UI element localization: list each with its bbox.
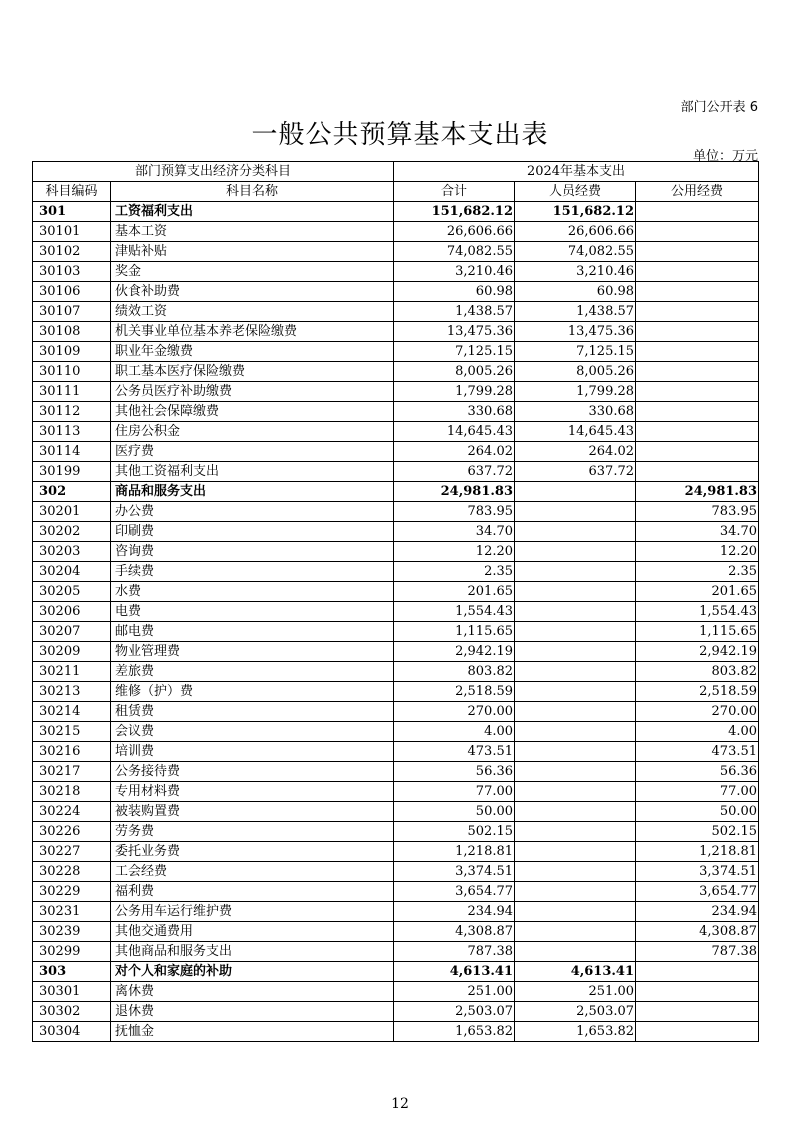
- table-row: [33, 642, 759, 662]
- cell-total: 473.51: [394, 742, 515, 762]
- cell-public: [636, 442, 759, 462]
- cell-total: 1,438.57: [394, 302, 515, 322]
- cell-personnel: [515, 542, 636, 562]
- cell-code: 30114: [33, 442, 111, 462]
- cell-code: 30101: [33, 222, 111, 242]
- group-header-basic-expenditure: 2024年基本支出: [394, 162, 759, 182]
- cell-total: 1,554.43: [394, 602, 515, 622]
- cell-name: 手续费: [111, 562, 394, 582]
- cell-name: 公务员医疗补助缴费: [111, 382, 394, 402]
- cell-name: 培训费: [111, 742, 394, 762]
- cell-personnel: [515, 562, 636, 582]
- cell-public: [636, 362, 759, 382]
- cell-name: 福利费: [111, 882, 394, 902]
- cell-code: 30299: [33, 942, 111, 962]
- cell-name: 职业年金缴费: [111, 342, 394, 362]
- cell-public: 234.94: [636, 902, 759, 922]
- cell-personnel: [515, 902, 636, 922]
- cell-name: 邮电费: [111, 622, 394, 642]
- cell-public: [636, 962, 759, 982]
- table-row: [33, 822, 759, 842]
- table-row: [33, 522, 759, 542]
- cell-total: 13,475.36: [394, 322, 515, 342]
- cell-public: [636, 202, 759, 222]
- cell-name: 津贴补贴: [111, 242, 394, 262]
- cell-personnel: 1,653.82: [515, 1022, 636, 1042]
- cell-code: 30107: [33, 302, 111, 322]
- cell-public: [636, 302, 759, 322]
- cell-total: 74,082.55: [394, 242, 515, 262]
- table-row: [33, 802, 759, 822]
- cell-public: [636, 322, 759, 342]
- cell-public: 3,374.51: [636, 862, 759, 882]
- cell-total: 330.68: [394, 402, 515, 422]
- cell-total: 787.38: [394, 942, 515, 962]
- cell-code: 30106: [33, 282, 111, 302]
- table-row: [33, 482, 759, 502]
- cell-name: 基本工资: [111, 222, 394, 242]
- cell-personnel: 1,438.57: [515, 302, 636, 322]
- cell-public: 1,554.43: [636, 602, 759, 622]
- cell-code: 30102: [33, 242, 111, 262]
- cell-personnel: [515, 842, 636, 862]
- cell-code: 30216: [33, 742, 111, 762]
- cell-code: 30215: [33, 722, 111, 742]
- cell-public: 24,981.83: [636, 482, 759, 502]
- cell-code: 30201: [33, 502, 111, 522]
- cell-personnel: 26,606.66: [515, 222, 636, 242]
- cell-total: 2,942.19: [394, 642, 515, 662]
- table-row: [33, 742, 759, 762]
- cell-total: 1,799.28: [394, 382, 515, 402]
- table-row: [33, 402, 759, 422]
- cell-code: 30111: [33, 382, 111, 402]
- table-row: [33, 342, 759, 362]
- cell-total: 3,374.51: [394, 862, 515, 882]
- cell-public: 3,654.77: [636, 882, 759, 902]
- cell-total: 264.02: [394, 442, 515, 462]
- cell-code: 302: [33, 482, 111, 502]
- cell-personnel: 1,799.28: [515, 382, 636, 402]
- cell-total: 2,503.07: [394, 1002, 515, 1022]
- cell-personnel: [515, 682, 636, 702]
- cell-total: 3,654.77: [394, 882, 515, 902]
- cell-code: 30205: [33, 582, 111, 602]
- cell-public: 473.51: [636, 742, 759, 762]
- table-row: [33, 302, 759, 322]
- cell-total: 77.00: [394, 782, 515, 802]
- cell-total: 151,682.12: [394, 202, 515, 222]
- cell-personnel: 8,005.26: [515, 362, 636, 382]
- cell-public: [636, 1022, 759, 1042]
- cell-name: 专用材料费: [111, 782, 394, 802]
- cell-total: 251.00: [394, 982, 515, 1002]
- cell-total: 2.35: [394, 562, 515, 582]
- cell-name: 退休费: [111, 1002, 394, 1022]
- cell-personnel: 13,475.36: [515, 322, 636, 342]
- cell-total: 14,645.43: [394, 422, 515, 442]
- cell-public: 787.38: [636, 942, 759, 962]
- table-row: [33, 1002, 759, 1022]
- cell-total: 56.36: [394, 762, 515, 782]
- cell-total: 24,981.83: [394, 482, 515, 502]
- cell-public: 1,115.65: [636, 622, 759, 642]
- cell-personnel: [515, 702, 636, 722]
- cell-personnel: 4,613.41: [515, 962, 636, 982]
- cell-code: 30214: [33, 702, 111, 722]
- cell-code: 30301: [33, 982, 111, 1002]
- cell-personnel: 74,082.55: [515, 242, 636, 262]
- cell-total: 1,653.82: [394, 1022, 515, 1042]
- cell-name: 其他工资福利支出: [111, 462, 394, 482]
- column-header-code: 科目编码: [33, 182, 111, 202]
- cell-total: 502.15: [394, 822, 515, 842]
- cell-total: 50.00: [394, 802, 515, 822]
- cell-personnel: [515, 722, 636, 742]
- cell-personnel: 7,125.15: [515, 342, 636, 362]
- cell-code: 30110: [33, 362, 111, 382]
- cell-name: 工会经费: [111, 862, 394, 882]
- column-header-public: 公用经费: [636, 182, 759, 202]
- cell-total: 4.00: [394, 722, 515, 742]
- cell-code: 30302: [33, 1002, 111, 1022]
- table-row: [33, 322, 759, 342]
- cell-total: 637.72: [394, 462, 515, 482]
- cell-code: 30204: [33, 562, 111, 582]
- table-row: [33, 842, 759, 862]
- cell-total: 234.94: [394, 902, 515, 922]
- cell-personnel: 251.00: [515, 982, 636, 1002]
- cell-personnel: 264.02: [515, 442, 636, 462]
- cell-public: [636, 222, 759, 242]
- cell-personnel: [515, 782, 636, 802]
- cell-name: 电费: [111, 602, 394, 622]
- cell-name: 职工基本医疗保险缴费: [111, 362, 394, 382]
- page-number: 12: [391, 1096, 409, 1112]
- table-row: [33, 722, 759, 742]
- cell-total: 270.00: [394, 702, 515, 722]
- cell-total: 1,115.65: [394, 622, 515, 642]
- table-row: [33, 682, 759, 702]
- cell-public: 2,942.19: [636, 642, 759, 662]
- cell-public: 50.00: [636, 802, 759, 822]
- cell-name: 差旅费: [111, 662, 394, 682]
- cell-public: 783.95: [636, 502, 759, 522]
- cell-personnel: [515, 762, 636, 782]
- cell-name: 绩效工资: [111, 302, 394, 322]
- cell-name: 水费: [111, 582, 394, 602]
- column-header-personnel: 人员经费: [515, 182, 636, 202]
- cell-public: 4,308.87: [636, 922, 759, 942]
- table-row: [33, 242, 759, 262]
- cell-name: 伙食补助费: [111, 282, 394, 302]
- cell-name: 维修（护）费: [111, 682, 394, 702]
- table-row: [33, 962, 759, 982]
- cell-name: 劳务费: [111, 822, 394, 842]
- cell-total: 4,308.87: [394, 922, 515, 942]
- cell-name: 医疗费: [111, 442, 394, 462]
- cell-personnel: [515, 802, 636, 822]
- cell-public: [636, 342, 759, 362]
- cell-name: 离休费: [111, 982, 394, 1002]
- cell-public: [636, 422, 759, 442]
- cell-public: 201.65: [636, 582, 759, 602]
- cell-total: 34.70: [394, 522, 515, 542]
- cell-personnel: [515, 882, 636, 902]
- cell-personnel: [515, 742, 636, 762]
- cell-name: 其他社会保障缴费: [111, 402, 394, 422]
- cell-code: 30113: [33, 422, 111, 442]
- cell-total: 8,005.26: [394, 362, 515, 382]
- cell-public: 4.00: [636, 722, 759, 742]
- table-row: [33, 862, 759, 882]
- cell-code: 30228: [33, 862, 111, 882]
- table-row: [33, 922, 759, 942]
- cell-total: 7,125.15: [394, 342, 515, 362]
- cell-code: 30227: [33, 842, 111, 862]
- cell-personnel: [515, 522, 636, 542]
- cell-code: 30209: [33, 642, 111, 662]
- table-row: [33, 202, 759, 222]
- table-row: [33, 582, 759, 602]
- table-row: [33, 502, 759, 522]
- table-row: [33, 662, 759, 682]
- cell-name: 其他商品和服务支出: [111, 942, 394, 962]
- cell-total: 803.82: [394, 662, 515, 682]
- table-row: [33, 602, 759, 622]
- cell-personnel: [515, 662, 636, 682]
- table-row: [33, 362, 759, 382]
- cell-code: 30231: [33, 902, 111, 922]
- table-row: [33, 942, 759, 962]
- cell-code: 30304: [33, 1022, 111, 1042]
- table-row: [33, 282, 759, 302]
- cell-code: 30203: [33, 542, 111, 562]
- cell-name: 商品和服务支出: [111, 482, 394, 502]
- cell-public: [636, 1002, 759, 1022]
- table-row: [33, 622, 759, 642]
- table-row: [33, 462, 759, 482]
- cell-public: 1,218.81: [636, 842, 759, 862]
- cell-code: 30109: [33, 342, 111, 362]
- cell-public: [636, 982, 759, 1002]
- cell-name: 咨询费: [111, 542, 394, 562]
- cell-personnel: [515, 922, 636, 942]
- cell-total: 4,613.41: [394, 962, 515, 982]
- cell-name: 公务接待费: [111, 762, 394, 782]
- cell-total: 3,210.46: [394, 262, 515, 282]
- cell-name: 办公费: [111, 502, 394, 522]
- cell-public: 77.00: [636, 782, 759, 802]
- cell-name: 奖金: [111, 262, 394, 282]
- table-row: [33, 442, 759, 462]
- cell-public: [636, 282, 759, 302]
- table-row: [33, 542, 759, 562]
- table-body: [33, 202, 759, 1042]
- page-title: 一般公共预算基本支出表: [251, 120, 549, 150]
- cell-personnel: 637.72: [515, 462, 636, 482]
- cell-name: 物业管理费: [111, 642, 394, 662]
- cell-code: 30218: [33, 782, 111, 802]
- cell-public: 12.20: [636, 542, 759, 562]
- table-row: [33, 222, 759, 242]
- cell-personnel: [515, 822, 636, 842]
- cell-personnel: [515, 482, 636, 502]
- cell-public: 34.70: [636, 522, 759, 542]
- cell-total: 12.20: [394, 542, 515, 562]
- cell-personnel: 330.68: [515, 402, 636, 422]
- cell-code: 30239: [33, 922, 111, 942]
- cell-code: 30217: [33, 762, 111, 782]
- table-row: [33, 762, 759, 782]
- table-row: [33, 382, 759, 402]
- cell-public: [636, 382, 759, 402]
- cell-code: 30226: [33, 822, 111, 842]
- cell-code: 30211: [33, 662, 111, 682]
- group-header-classification: 部门预算支出经济分类科目: [33, 162, 394, 182]
- cell-total: 1,218.81: [394, 842, 515, 862]
- cell-personnel: [515, 602, 636, 622]
- cell-public: 2.35: [636, 562, 759, 582]
- cell-name: 机关事业单位基本养老保险缴费: [111, 322, 394, 342]
- cell-name: 工资福利支出: [111, 202, 394, 222]
- header-row-columns: [33, 182, 759, 202]
- cell-public: [636, 242, 759, 262]
- cell-name: 其他交通费用: [111, 922, 394, 942]
- cell-code: 303: [33, 962, 111, 982]
- cell-personnel: [515, 582, 636, 602]
- cell-personnel: [515, 622, 636, 642]
- cell-name: 租赁费: [111, 702, 394, 722]
- table-row: [33, 902, 759, 922]
- cell-personnel: [515, 862, 636, 882]
- cell-public: 2,518.59: [636, 682, 759, 702]
- cell-personnel: 60.98: [515, 282, 636, 302]
- cell-total: 783.95: [394, 502, 515, 522]
- cell-total: 2,518.59: [394, 682, 515, 702]
- table-row: [33, 1022, 759, 1042]
- cell-public: 56.36: [636, 762, 759, 782]
- cell-personnel: [515, 502, 636, 522]
- cell-personnel: 3,210.46: [515, 262, 636, 282]
- table-row: [33, 782, 759, 802]
- cell-total: 201.65: [394, 582, 515, 602]
- cell-personnel: 2,503.07: [515, 1002, 636, 1022]
- cell-name: 被装购置费: [111, 802, 394, 822]
- cell-name: 委托业务费: [111, 842, 394, 862]
- cell-code: 30224: [33, 802, 111, 822]
- cell-code: 30112: [33, 402, 111, 422]
- cell-personnel: [515, 642, 636, 662]
- cell-name: 公务用车运行维护费: [111, 902, 394, 922]
- cell-code: 30207: [33, 622, 111, 642]
- cell-name: 会议费: [111, 722, 394, 742]
- column-header-name: 科目名称: [111, 182, 394, 202]
- cell-name: 印刷费: [111, 522, 394, 542]
- cell-public: [636, 262, 759, 282]
- cell-code: 30229: [33, 882, 111, 902]
- cell-public: 803.82: [636, 662, 759, 682]
- column-header-total: 合计: [394, 182, 515, 202]
- cell-public: 270.00: [636, 702, 759, 722]
- cell-code: 30199: [33, 462, 111, 482]
- cell-code: 30206: [33, 602, 111, 622]
- cell-code: 30108: [33, 322, 111, 342]
- cell-public: 502.15: [636, 822, 759, 842]
- cell-code: 30202: [33, 522, 111, 542]
- cell-name: 抚恤金: [111, 1022, 394, 1042]
- unit-label: 单位：万元: [692, 149, 758, 164]
- cell-personnel: 151,682.12: [515, 202, 636, 222]
- table-row: [33, 702, 759, 722]
- table-row: [33, 562, 759, 582]
- cell-public: [636, 462, 759, 482]
- table-row: [33, 882, 759, 902]
- cell-personnel: 14,645.43: [515, 422, 636, 442]
- cell-personnel: [515, 942, 636, 962]
- cell-total: 60.98: [394, 282, 515, 302]
- cell-public: [636, 402, 759, 422]
- cell-code: 301: [33, 202, 111, 222]
- cell-total: 26,606.66: [394, 222, 515, 242]
- cell-code: 30213: [33, 682, 111, 702]
- table-row: [33, 982, 759, 1002]
- cell-name: 住房公积金: [111, 422, 394, 442]
- table-row: [33, 262, 759, 282]
- table-row: [33, 422, 759, 442]
- cell-name: 对个人和家庭的补助: [111, 962, 394, 982]
- cell-code: 30103: [33, 262, 111, 282]
- budget-table: [32, 161, 759, 1042]
- table-label: 部门公开表 6: [680, 100, 758, 115]
- header-row-group: [33, 162, 759, 182]
